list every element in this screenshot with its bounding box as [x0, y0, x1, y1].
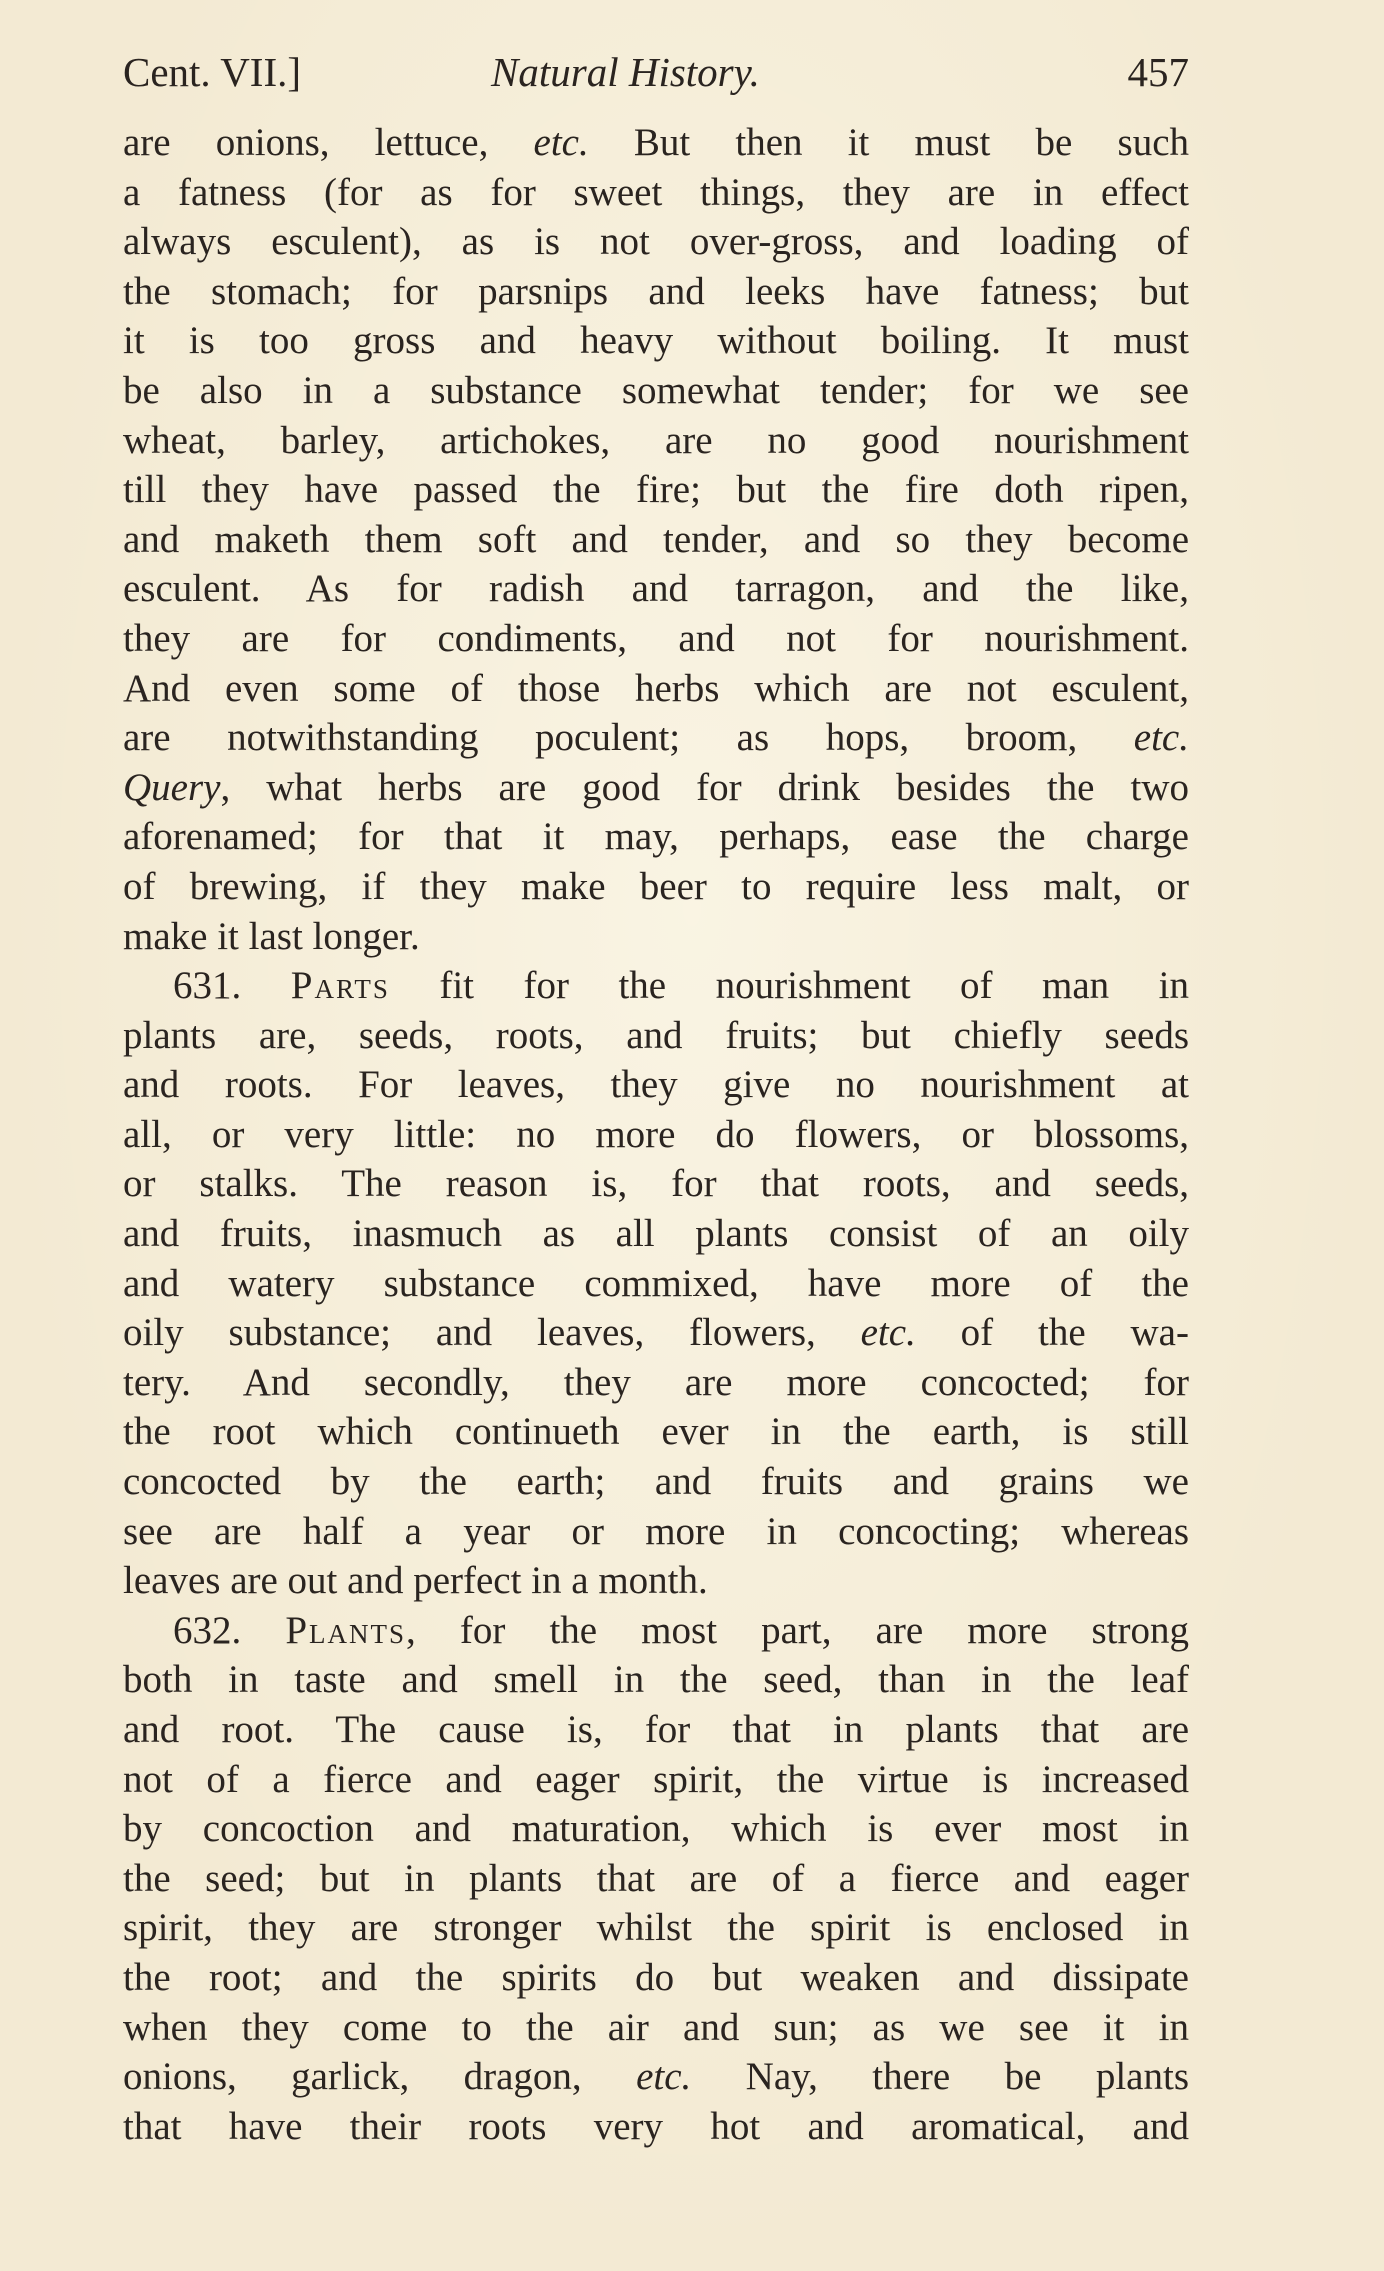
- text-line: be also in a substance somewhat tender; for we see: [123, 368, 1189, 412]
- body-text: [123, 118, 1189, 2151]
- text-line: till they have passed the fire; but the fire doth ripen,: [123, 468, 1189, 512]
- text-line: are onions, lettuce, etc. But then it must be such: [123, 121, 1189, 164]
- text-line: plants are, seeds, roots, and fruits; but chiefly seeds: [123, 1013, 1189, 1057]
- running-header: [123, 42, 1189, 102]
- paragraph-631-start: 631. Parts fit for the nourishment of man in: [173, 964, 1190, 1008]
- header-title: Natural History.: [491, 49, 760, 95]
- text-line: onions, garlick, dragon, etc. Nay, there be plants: [123, 2055, 1190, 2099]
- text-line: wheat, barley, artichokes, are no good nourishment: [123, 418, 1189, 462]
- text-line: and roots. For leaves, they give no nourishment at: [123, 1063, 1189, 1107]
- paragraph-632-start: 632. Plants, for the most part, are more strong: [173, 1608, 1190, 1652]
- text-line: concocted by the earth; and fruits and grains we: [123, 1460, 1189, 1504]
- text-line: and maketh them soft and tender, and so they become: [123, 517, 1189, 561]
- text-line: that have their roots very hot and aromatical, and: [123, 2104, 1189, 2148]
- text-line: make it last longer.: [123, 914, 420, 958]
- text-line: see are half a year or more in concocting; whereas: [123, 1509, 1189, 1553]
- text-line: not of a fierce and eager spirit, the virtue is increased: [123, 1757, 1189, 1801]
- text-line: esculent. As for radish and tarragon, and the like,: [123, 567, 1189, 611]
- text-line: aforenamed; for that it may, perhaps, ease the charge: [123, 815, 1189, 859]
- text-line: the root which continueth ever in the earth, is still: [123, 1410, 1189, 1454]
- text-line: Query, what herbs are good for drink besides the two: [123, 765, 1189, 809]
- text-line: they are for condiments, and not for nourishment.: [123, 616, 1189, 660]
- header-century: Cent. VII.]: [123, 49, 302, 95]
- text-line: or stalks. The reason is, for that roots, and seeds,: [123, 1162, 1189, 1206]
- text-line: it is too gross and heavy without boiling. It must: [123, 319, 1189, 363]
- text-line: when they come to the air and sun; as we see it in: [123, 2005, 1189, 2049]
- text-line: by concoction and maturation, which is ever most in: [123, 1807, 1189, 1851]
- text-line: tery. And secondly, they are more concocted; for: [123, 1360, 1189, 1404]
- page-number: 457: [1127, 49, 1189, 95]
- text-line: the root; and the spirits do but weaken and dissipate: [123, 1955, 1189, 1999]
- text-line: and root. The cause is, for that in plants that are: [123, 1708, 1189, 1751]
- text-line: leaves are out and perfect in a month.: [123, 1559, 708, 1603]
- text-line: the seed; but in plants that are of a fierce and eager: [123, 1856, 1189, 1900]
- text-line: the stomach; for parsnips and leeks have fatness; but: [123, 269, 1189, 313]
- text-line: always esculent), as is not over-gross, and loading of: [123, 220, 1189, 264]
- text-line: And even some of those herbs which are not esculent,: [123, 666, 1189, 710]
- text-line: are notwithstanding poculent; as hops, broom, etc.: [123, 716, 1189, 760]
- text-line: of brewing, if they make beer to require less malt, or: [123, 864, 1189, 908]
- text-line: and watery substance commixed, have more of the: [123, 1261, 1189, 1305]
- text-line: spirit, they are stronger whilst the spirit is enclosed in: [123, 1906, 1189, 1950]
- text-line: all, or very little: no more do flowers, or blossoms,: [123, 1112, 1189, 1156]
- text-line: both in taste and smell in the seed, than in the leaf: [123, 1658, 1189, 1702]
- text-line: a fatness (for as for sweet things, they are in effect: [123, 170, 1189, 214]
- text-line: and fruits, inasmuch as all plants consist of an oily: [123, 1212, 1189, 1256]
- text-line: oily substance; and leaves, flowers, etc. of the wa-: [123, 1311, 1189, 1355]
